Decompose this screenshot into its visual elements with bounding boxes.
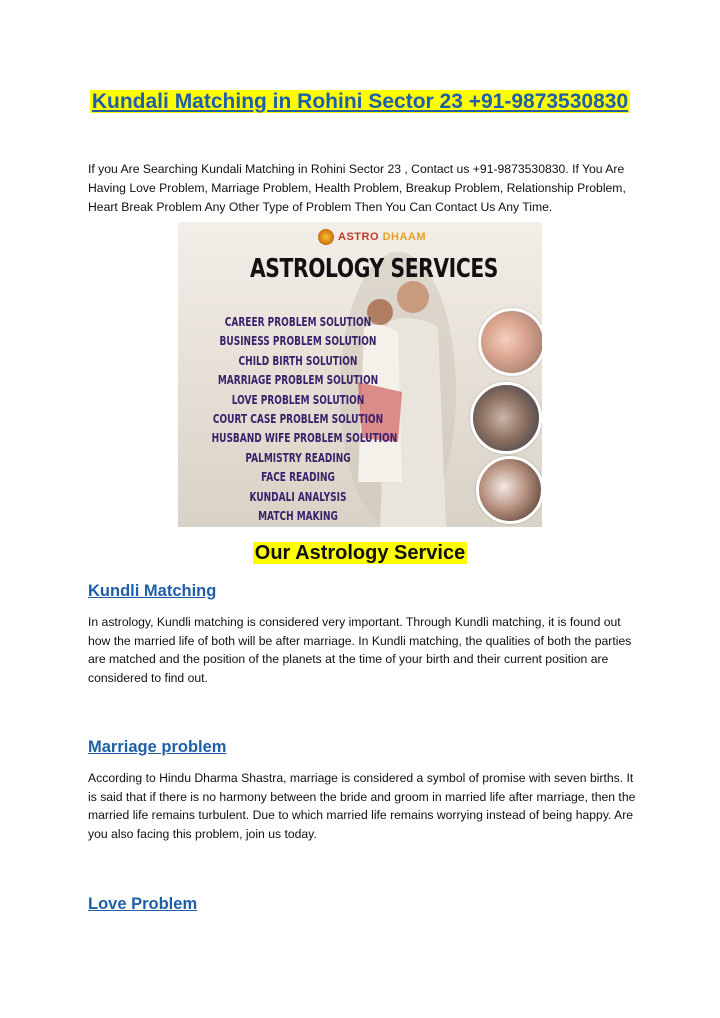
service-item: MARRIAGE PROBLEM SOLUTION: [217, 372, 379, 388]
banner-headline: ASTROLOGY SERVICES: [250, 254, 499, 284]
logo-text-1: ASTRO: [338, 231, 379, 243]
astrology-services-banner: [178, 222, 542, 527]
heading-marriage-problem: Marriage problem: [88, 738, 227, 756]
baby-photo-circle: [478, 308, 542, 376]
consultation-photo-circle: [470, 382, 542, 454]
service-item: HUSBAND WIFE PROBLEM SOLUTION: [211, 430, 398, 446]
service-item: FACE READING: [261, 469, 335, 485]
service-item: MATCH MAKING: [258, 508, 338, 524]
service-item: KUNDALI ANALYSIS: [249, 488, 347, 504]
heading-kundli-matching: Kundli Matching: [88, 582, 217, 600]
service-item: CAREER PROBLEM SOLUTION: [224, 314, 372, 329]
heading-love-problem: Love Problem: [88, 895, 198, 913]
page-title-text: Kundali Matching in Rohini Sector 23 +91-9873530830: [91, 90, 629, 113]
page-title: [88, 88, 632, 116]
service-item: BUSINESS PROBLEM SOLUTION: [219, 333, 377, 349]
section-title: [0, 540, 720, 566]
intro-paragraph: If you Are Searching Kundali Matching in Rohini Sector 23 , Contact us +91-9873530830. If You Are Having Love Problem, Marriage Problem, Health Problem, Breakup Problem, Relationship Problem, Heart Break Problem Any Other Type of Problem Then You Can Contact Us Any Time.: [88, 162, 626, 214]
section-title-text: Our Astrology Service: [254, 542, 466, 564]
service-item: COURT CASE PROBLEM SOLUTION: [212, 411, 384, 427]
service-item: LOVE PROBLEM SOLUTION: [231, 391, 365, 407]
service-item: CHILD BIRTH SOLUTION: [238, 352, 358, 368]
wedding-photo-circle: [476, 456, 542, 524]
services-list: [178, 312, 418, 525]
logo-text-2: DHAAM: [382, 231, 427, 243]
paragraph-kundli-matching: In astrology, Kundli matching is considered very important. Through Kundli matching, it is found out how the married life of both will be after marriage. In Kundli matching, the qualities of both the parties are matched and the position of the planets at the time of your birth and their current position are considered to find out.: [88, 615, 632, 685]
service-item: PALMISTRY READING: [245, 449, 351, 465]
paragraph-marriage-problem: According to Hindu Dharma Shastra, marriage is considered a symbol of promise with seven births. It is said that if there is no harmony between the bride and groom in married life after marriage, then the married life remains turbulent. Due to which married life remains worrying instead of being happy. Are you also facing this problem, join us today.: [88, 771, 636, 841]
